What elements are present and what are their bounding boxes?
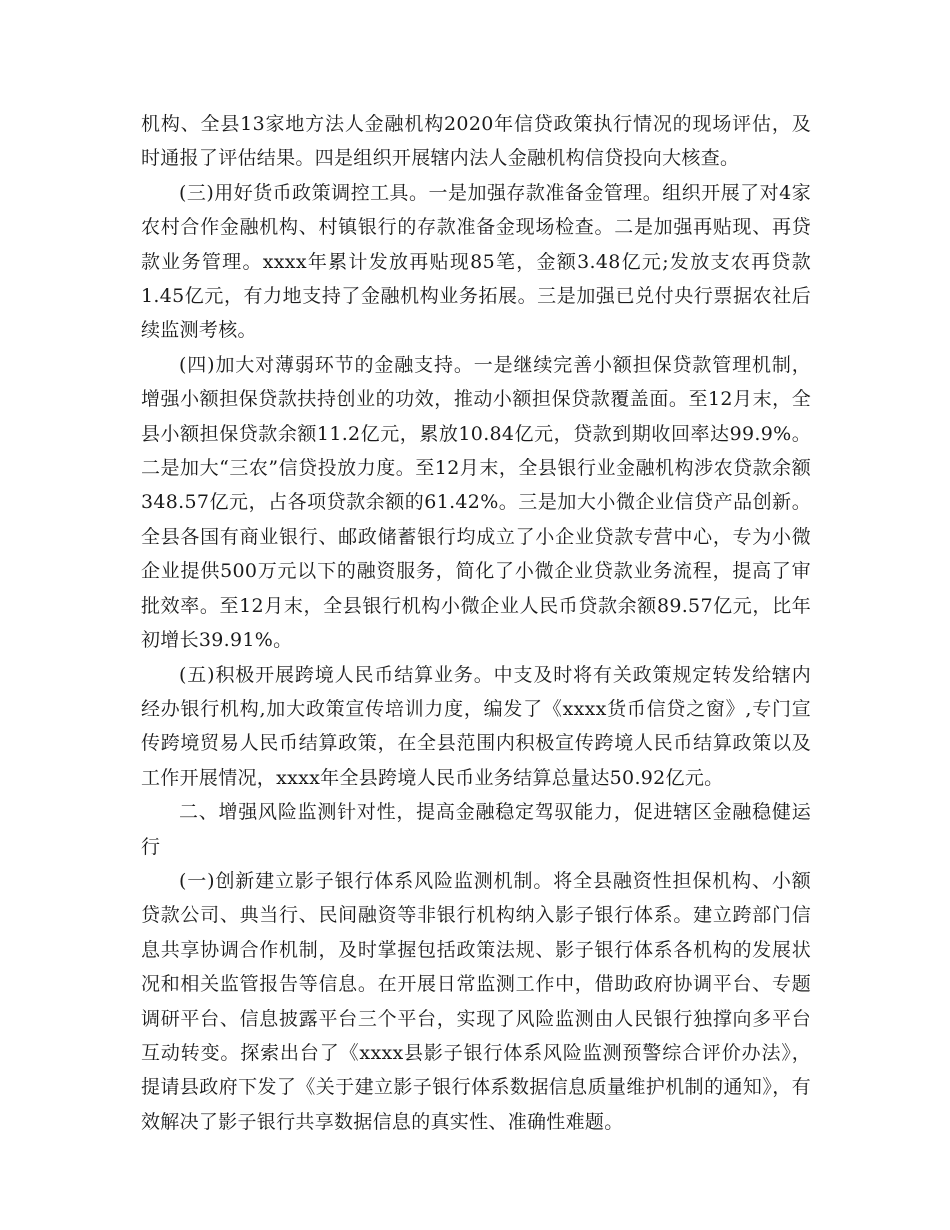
paragraph-shadow-banking: (一)创新建立影子银行体系风险监测机制。将全县融资性担保机构、小额贷款公司、典当行、民间融资等非银行机构纳入影子银行体系。建立跨部门信息共享协调合作机制，及时掌握包括政策法规、影子银行体系各机构的发展状况和相关监管报告等信息。在开展日常监测工作中，借助政府协调平台、专题调研平台、信息披露平台三个平台，实现了风险监测由人民银行独撑向多平台互动转变。探索出台了《xxxx县影子银行体系风险监测预警综合评价办法》，提请县政府下发了《关于建立影子银行体系数据信息质量维护机制的通知》，有效解决了影子银行共享数据信息的真实性、准确性难题。 — [141, 869, 811, 1133]
document-body — [141, 107, 811, 1139]
paragraph-weak-link-support: (四)加大对薄弱环节的金融支持。一是继续完善小额担保贷款管理机制，增强小额担保贷款扶持创业的功效，推动小额担保贷款覆盖面。至12月末，全县小额担保贷款余额11.2亿元，累放10.84亿元，贷款到期收回率达99.9%。二是加大“三农”信贷投放力度。至12月末，全县银行业金融机构涉农贷款余额348.57亿元，占各项贷款余额的61.42%。三是加大小微企业信贷产品创新。全县各国有商业银行、邮政储蓄银行均成立了小企业贷款专营中心，专为小微企业提供500万元以下的融资服务，简化了小微企业贷款业务流程，提高了审批效率。至12月末，全县银行机构小微企业人民币贷款余额89.57亿元，比年初增长39.91%。 — [141, 353, 811, 652]
paragraph-cross-border-rmb: (五)积极开展跨境人民币结算业务。中支及时将有关政策规定转发给辖内经办银行机构,加大政策宣传培训力度，编发了《xxxx货币信贷之窗》,专门宣传跨境贸易人民币结算政策，在全县范围内积极宣传跨境人民币结算政策以及工作开展情况，xxxx年全县跨境人民币业务结算总量达50.92亿元。 — [141, 663, 811, 789]
section-heading-risk-monitoring: 二、增强风险监测针对性，提高金融稳定驾驭能力，促进辖区金融稳健运行 — [141, 801, 811, 858]
paragraph-continuation: 机构、全县13家地方法人金融机构2020年信贷政策执行情况的现场评估，及时通报了评估结果。四是组织开展辖内法人金融机构信贷投向大核查。 — [141, 113, 811, 170]
paragraph-monetary-policy-tools: (三)用好货币政策调控工具。一是加强存款准备金管理。组织开展了对4家农村合作金融机构、村镇银行的存款准备金现场检查。二是加强再贴现、再贷款业务管理。xxxx年累计发放再贴现85笔，金额3.48亿元;发放支农再贷款1.45亿元，有力地支持了金融机构业务拓展。三是加强已兑付央行票据农社后续监测考核。 — [141, 181, 811, 342]
